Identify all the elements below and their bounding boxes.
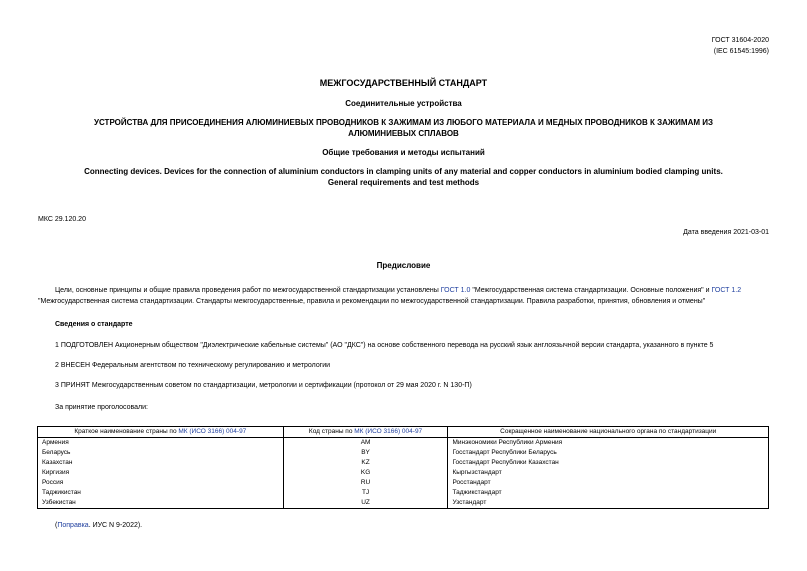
gost-number: ГОСТ 31604-2020	[711, 37, 769, 44]
item-adopted: 3 ПРИНЯТ Межгосударственным советом по стандартизации, метрологии и сертификации (протокол от 29 мая 2020 г. N 130-П)	[55, 382, 472, 389]
table-header-row	[38, 427, 769, 438]
country-cell: Армения	[38, 438, 284, 449]
table-row	[38, 498, 769, 509]
body-cell: Госстандарт Республики Беларусь	[448, 448, 769, 458]
code-cell: RU	[283, 478, 448, 488]
country-cell: Казахстан	[38, 458, 284, 468]
amendment-text: . ИУС N 9-2022).	[88, 522, 143, 529]
table-row	[38, 468, 769, 478]
body-cell: Таджикстандарт	[448, 488, 769, 498]
body-cell: Кыргызстандарт	[448, 468, 769, 478]
english-title-line1: Connecting devices. Devices for the connection of aluminium conductors in clamping units of any material and copper conductors in aluminium bodied clamping units.	[84, 167, 723, 176]
foreword-heading: Предисловие	[376, 261, 431, 270]
standard-subtitle: Общие требования и методы испытаний	[322, 148, 485, 157]
item-submitted: 2 ВНЕСЕН Федеральным агентством по техническому регулированию и метрологии	[55, 362, 331, 369]
body-cell: Минэкономики Республики Армения	[448, 438, 769, 449]
gost-1-0-link[interactable]: ГОСТ 1.0	[440, 287, 471, 294]
country-cell: Киргизия	[38, 468, 284, 478]
item-prepared: 1 ПОДГОТОВЛЕН Акционерным обществом "Диэлектрические кабельные системы" (АО "ДКС") на основе собственного перевода на русский язык англоязычной версии стандарта, указанного в пункте 5	[55, 342, 714, 349]
country-name-header	[38, 427, 284, 438]
table-row	[38, 448, 769, 458]
table-row	[38, 478, 769, 488]
iec-reference: (IEC 61545:1996)	[713, 48, 769, 55]
country-cell: Таджикистан	[38, 488, 284, 498]
table-row	[38, 488, 769, 498]
amendment-note	[55, 521, 142, 531]
country-code-header	[283, 427, 448, 438]
body-cell: Узстандарт	[448, 498, 769, 509]
code-cell: KZ	[283, 458, 448, 468]
country-cell: Беларусь	[38, 448, 284, 458]
national-body-header: Сокращенное наименование национального органа по стандартизации	[448, 427, 769, 438]
code-cell: KG	[283, 468, 448, 478]
table-row	[38, 458, 769, 468]
table-row	[38, 438, 769, 449]
introduction-date: Дата введения 2021-03-01	[683, 229, 769, 236]
header-text: Краткое наименование страны по	[74, 428, 179, 435]
gost-1-2-link[interactable]: ГОСТ 1.2	[711, 287, 742, 294]
standard-type: МЕЖГОСУДАРСТВЕННЫЙ СТАНДАРТ	[319, 78, 488, 88]
code-cell: BY	[283, 448, 448, 458]
voted-label: За принятие проголосовали:	[55, 404, 148, 411]
standard-group: Соединительные устройства	[345, 99, 462, 108]
mks-code: МКС 29.120.20	[38, 216, 86, 223]
foreword-text-1: Цели, основные принципы и общие правила проведения работ по межгосударственной стандартизации установлены	[55, 287, 441, 294]
body-cell: Госстандарт Республики Казахстан	[448, 458, 769, 468]
country-cell: Узбекистан	[38, 498, 284, 509]
info-heading: Сведения о стандарте	[55, 321, 133, 328]
code-cell: AM	[283, 438, 448, 449]
mk-iso-link[interactable]: МК (ИСО 3166) 004-97	[354, 428, 423, 435]
english-title-line2: General requirements and test methods	[327, 178, 480, 187]
header-text: Код страны по	[308, 428, 355, 435]
standard-title-line2: АЛЮМИНИЕВЫХ СПЛАВОВ	[348, 129, 459, 138]
amendment-open-paren: (	[55, 522, 58, 529]
mk-iso-link[interactable]: МК (ИСО 3166) 004-97	[178, 428, 247, 435]
code-cell: TJ	[283, 488, 448, 498]
voting-countries-table	[37, 426, 769, 509]
foreword-paragraph-cont: "Межгосударственная система стандартизации. Стандарты межгосударственные, правила и рекомендации по межгосударственной стандартизации. Правила разработки, принятия, обновления и отмены"	[38, 298, 706, 305]
foreword-paragraph	[38, 286, 773, 296]
standard-title-line1: УСТРОЙСТВА ДЛЯ ПРИСОЕДИНЕНИЯ АЛЮМИНИЕВЫХ ПРОВОДНИКОВ К ЗАЖИМАМ ИЗ ЛЮБОГО МАТЕРИАЛА И МЕДНЫХ ПРОВОДНИКОВ К ЗАЖИМАМ ИЗ	[94, 118, 713, 127]
country-cell: Россия	[38, 478, 284, 488]
foreword-text-2: "Межгосударственная система стандартизации. Основные положения" и	[470, 287, 712, 294]
code-cell: UZ	[283, 498, 448, 509]
amendment-link[interactable]: Поправка	[57, 522, 89, 529]
body-cell: Росстандарт	[448, 478, 769, 488]
